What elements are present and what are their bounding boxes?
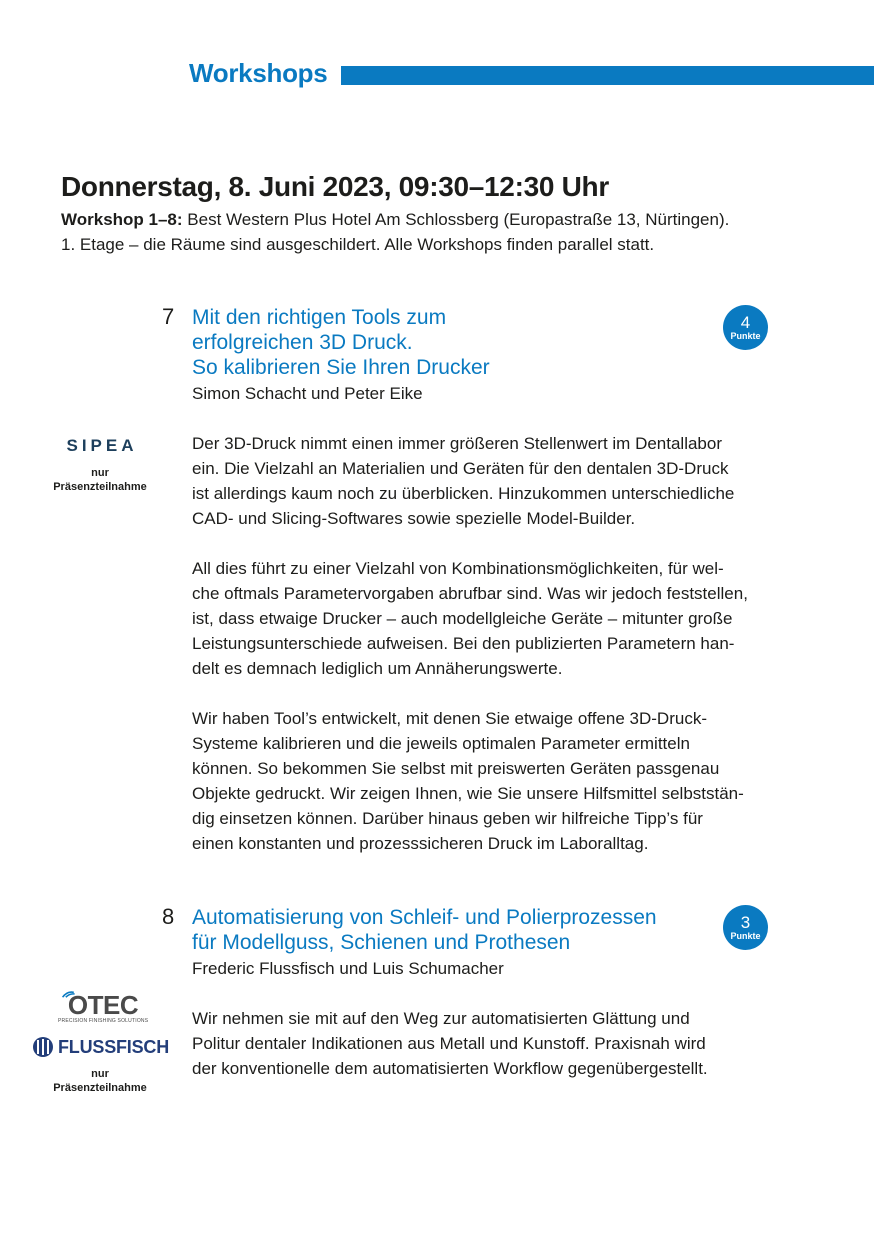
workshop-8-paragraph: Wir nehmen sie mit auf den Weg zur automatisierten Glättung und Politur dentaler Indikationen aus Metall und Kunstoff. Praxisnah wird der konventionelle dem automatisierten Workflow gegenübergestellt. (192, 1009, 708, 1078)
workshop-7-speakers: Simon Schacht und Peter Eike (192, 384, 423, 403)
sipea-logo: SIPEA (66, 436, 138, 455)
workshop-7-paragraph: All dies führt zu einer Vielzahl von Kombinationsmöglichkeiten, für wel- che oftmals Parametervorgaben abrufbar sind. Was wir jedoch feststellen, ist, dass etwaige Drucker – auch modellgleiche Geräte – mitunter große Leistungsunterschiede aufweisen. Bei den publizierten Parametern han- delt es demnach lediglich um Annäherungswerte. (192, 559, 748, 678)
workshop-8-number: 8 (162, 904, 175, 929)
workshop-8-points: 3 (740, 913, 751, 932)
session-location (61, 207, 729, 257)
location-label: Workshop 1–8: (61, 210, 183, 229)
workshop-7-paragraph: Wir haben Tool’s entwickelt, mit denen Sie etwaige offene 3D-Druck- Systeme kalibrieren und die jeweils optimalen Parameter ermitteln können. So bekommen Sie selbst mit preiswerten Geräten passgenau Objekte gedruckt. Wir zeigen Ihnen, wie Sie unsere Hilfsmittel selbststän- dig einsetzen können. Darüber hinaus geben wir hilfreiche Tipp’s für einen konstanten und prozesssicheren Druck im Laboralltag. (192, 709, 744, 853)
workshop-7-attendance-note: nur Präsenzteilnahme (53, 467, 147, 493)
flussfisch-emblem-icon (32, 1036, 54, 1058)
location-line-1 (61, 207, 729, 232)
flussfisch-wordmark: FLUSSFISCH (58, 1036, 170, 1057)
section-title: Workshops (189, 58, 328, 88)
workshop-7-points-unit: Punkte (730, 331, 761, 341)
session-date: Donnerstag, 8. Juni 2023, 09:30–12:30 Uhr (61, 171, 609, 202)
workshop-7-points: 4 (740, 313, 751, 332)
workshop-8-points-badge (723, 905, 768, 950)
header-accent-bar (341, 66, 874, 85)
workshop-8-description (192, 1006, 772, 1106)
otec-wordmark: OTEC (67, 990, 139, 1020)
workshop-8-points-unit: Punkte (730, 931, 761, 941)
workshop-7-title: Mit den richtigen Tools zum erfolgreichen 3D Druck. So kalibrieren Sie Ihren Drucker (192, 306, 490, 379)
flussfisch-logo (32, 1036, 169, 1058)
location-line-2: 1. Etage – die Räume sind ausgeschildert. Alle Workshops finden parallel statt. (61, 235, 655, 254)
workshop-8-speakers: Frederic Flussfisch und Luis Schumacher (192, 959, 504, 978)
workshop-7-points-badge (723, 305, 768, 350)
location-text: Best Western Plus Hotel Am Schlossberg (Europastraße 13, Nürtingen). (182, 210, 730, 229)
workshop-8-attendance-note: nur Präsenzteilnahme (53, 1068, 147, 1094)
workshop-7-number: 7 (162, 304, 175, 329)
workshop-7-paragraph: Der 3D-Druck nimmt einen immer größeren Stellenwert im Dentallabor ein. Die Vielzahl an Materialien und Geräten für den dentalen 3D-Druck ist allerdings kaum noch zu überblicken. Hinzukommen unterschiedliche CAD- und Slicing-Softwares sowie spezielle Model-Builder. (192, 434, 735, 528)
workshop-8-title: Automatisierung von Schleif- und Polierprozessen für Modellguss, Schienen und Prothesen (192, 906, 657, 954)
workshop-7-description (192, 431, 772, 881)
otec-tagline: PRECISION FINISHING SOLUTIONS (58, 1018, 149, 1024)
otec-logo (58, 990, 148, 1024)
